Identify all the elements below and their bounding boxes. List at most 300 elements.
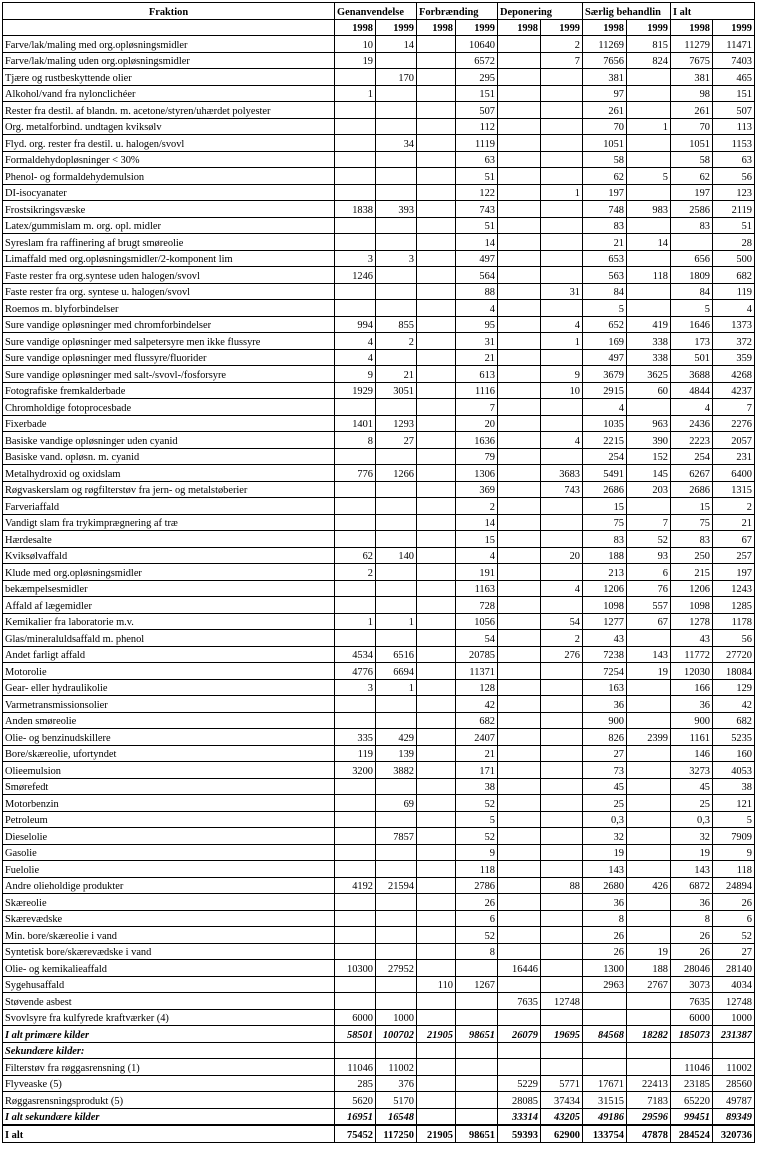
table-row bbox=[3, 828, 755, 845]
row-label: Syntetisk bore/skærevædske i vand bbox=[3, 943, 335, 960]
table-cell: 1266 bbox=[376, 465, 417, 482]
table-cell: 19 bbox=[671, 844, 713, 861]
table-cell: 191 bbox=[456, 564, 498, 581]
table-cell: 1098 bbox=[671, 597, 713, 614]
table-cell bbox=[417, 696, 456, 713]
table-cell bbox=[417, 877, 456, 894]
table-cell: 7635 bbox=[671, 993, 713, 1010]
table-cell: 11002 bbox=[376, 1059, 417, 1076]
table-cell bbox=[335, 861, 376, 878]
table-cell: 31 bbox=[456, 333, 498, 350]
table-cell bbox=[498, 201, 541, 218]
table-row bbox=[3, 168, 755, 185]
table-cell: 75452 bbox=[335, 1125, 376, 1142]
row-label: Sure vandige opløsninger med flussyre/fluorider bbox=[3, 349, 335, 366]
table-cell: 776 bbox=[335, 465, 376, 482]
row-label: Tjære og rustbeskyttende olier bbox=[3, 69, 335, 86]
year-header-blank bbox=[3, 19, 335, 36]
table-cell: 18084 bbox=[713, 663, 755, 680]
table-cell: 295 bbox=[456, 69, 498, 86]
row-label: Bore/skæreolie, ufortyndet bbox=[3, 745, 335, 762]
table-cell: 2680 bbox=[583, 877, 627, 894]
table-cell bbox=[376, 531, 417, 548]
table-cell bbox=[417, 580, 456, 597]
table-cell: 185073 bbox=[671, 1026, 713, 1043]
table-cell: 21 bbox=[376, 366, 417, 383]
row-label: I alt bbox=[3, 1125, 335, 1142]
table-cell bbox=[498, 184, 541, 201]
table-cell bbox=[498, 696, 541, 713]
table-cell bbox=[376, 85, 417, 102]
table-row bbox=[3, 894, 755, 911]
table-row bbox=[3, 646, 755, 663]
table-cell: 75 bbox=[583, 514, 627, 531]
table-cell bbox=[627, 828, 671, 845]
table-row bbox=[3, 118, 755, 135]
table-cell bbox=[335, 69, 376, 86]
table-cell: 197 bbox=[671, 184, 713, 201]
table-row bbox=[3, 679, 755, 696]
row-label: Kemikalier fra laboratorie m.v. bbox=[3, 613, 335, 630]
table-cell bbox=[417, 663, 456, 680]
table-cell bbox=[541, 1059, 583, 1076]
row-label: Vandigt slam fra trykimprægnering af træ bbox=[3, 514, 335, 531]
table-cell: 129 bbox=[713, 679, 755, 696]
table-cell bbox=[417, 349, 456, 366]
row-label: Olie- og benzinudskillere bbox=[3, 729, 335, 746]
table-cell: 37434 bbox=[541, 1092, 583, 1109]
table-cell: 31 bbox=[541, 283, 583, 300]
table-cell bbox=[335, 217, 376, 234]
table-cell: 2 bbox=[541, 630, 583, 647]
table-cell bbox=[498, 1059, 541, 1076]
table-cell bbox=[335, 514, 376, 531]
table-cell bbox=[456, 1092, 498, 1109]
table-row bbox=[3, 712, 755, 729]
table-cell bbox=[417, 234, 456, 251]
table-cell: 7183 bbox=[627, 1092, 671, 1109]
table-row bbox=[3, 663, 755, 680]
table-cell: 84 bbox=[671, 283, 713, 300]
table-cell bbox=[417, 184, 456, 201]
table-cell bbox=[335, 976, 376, 993]
table-cell bbox=[498, 580, 541, 597]
table-cell bbox=[417, 151, 456, 168]
table-cell bbox=[498, 531, 541, 548]
table-cell: 2963 bbox=[583, 976, 627, 993]
table-cell: 21905 bbox=[417, 1026, 456, 1043]
table-cell: 38 bbox=[456, 778, 498, 795]
table-cell: 564 bbox=[456, 267, 498, 284]
table-cell: 1035 bbox=[583, 415, 627, 432]
table-cell bbox=[498, 465, 541, 482]
table-cell: 1277 bbox=[583, 613, 627, 630]
waste-fraction-table bbox=[2, 2, 755, 1143]
table-cell bbox=[417, 382, 456, 399]
table-cell bbox=[541, 729, 583, 746]
table-cell: 43 bbox=[583, 630, 627, 647]
table-cell: 6 bbox=[713, 910, 755, 927]
table-cell: 8 bbox=[583, 910, 627, 927]
table-cell bbox=[417, 943, 456, 960]
table-row bbox=[3, 366, 755, 383]
table-cell: 36 bbox=[583, 696, 627, 713]
table-cell: 4 bbox=[713, 300, 755, 317]
row-label: Petroleum bbox=[3, 811, 335, 828]
table-cell: 83 bbox=[583, 217, 627, 234]
table-cell: 7857 bbox=[376, 828, 417, 845]
table-cell bbox=[498, 300, 541, 317]
table-cell bbox=[627, 778, 671, 795]
table-cell bbox=[417, 531, 456, 548]
table-cell bbox=[627, 300, 671, 317]
table-cell: 29596 bbox=[627, 1108, 671, 1125]
table-row bbox=[3, 1026, 755, 1043]
table-cell: 14 bbox=[376, 36, 417, 53]
table-cell bbox=[417, 267, 456, 284]
table-cell bbox=[376, 52, 417, 69]
table-cell: 613 bbox=[456, 366, 498, 383]
table-cell bbox=[376, 481, 417, 498]
table-cell bbox=[335, 828, 376, 845]
row-label: I alt primære kilder bbox=[3, 1026, 335, 1043]
table-cell: 7254 bbox=[583, 663, 627, 680]
table-cell: 23185 bbox=[671, 1075, 713, 1092]
table-cell: 197 bbox=[713, 564, 755, 581]
table-cell bbox=[627, 1059, 671, 1076]
row-label: Klude med org.opløsningsmidler bbox=[3, 564, 335, 581]
table-cell bbox=[376, 399, 417, 416]
table-cell: 15 bbox=[583, 498, 627, 515]
year-header: 1999 bbox=[627, 19, 671, 36]
row-label: Frostsikringsvæske bbox=[3, 201, 335, 218]
table-cell bbox=[713, 1042, 755, 1059]
table-cell bbox=[498, 514, 541, 531]
table-cell bbox=[376, 448, 417, 465]
table-cell: 28140 bbox=[713, 960, 755, 977]
table-row bbox=[3, 844, 755, 861]
table-cell bbox=[417, 250, 456, 267]
table-cell bbox=[498, 448, 541, 465]
table-cell: 465 bbox=[713, 69, 755, 86]
table-cell: 113 bbox=[713, 118, 755, 135]
table-cell bbox=[417, 283, 456, 300]
table-cell: 11371 bbox=[456, 663, 498, 680]
table-cell: 43205 bbox=[541, 1108, 583, 1125]
table-cell: 1 bbox=[541, 333, 583, 350]
table-cell: 11046 bbox=[335, 1059, 376, 1076]
table-cell: 4534 bbox=[335, 646, 376, 663]
table-cell: 56 bbox=[713, 630, 755, 647]
table-cell: 0,3 bbox=[671, 811, 713, 828]
table-row bbox=[3, 1125, 755, 1142]
table-cell: 1056 bbox=[456, 613, 498, 630]
table-cell: 2 bbox=[456, 498, 498, 515]
table-cell bbox=[498, 679, 541, 696]
table-cell bbox=[417, 366, 456, 383]
table-cell: 7635 bbox=[498, 993, 541, 1010]
table-cell: 1161 bbox=[671, 729, 713, 746]
table-cell: 1 bbox=[335, 85, 376, 102]
table-cell: 8 bbox=[456, 943, 498, 960]
table-row bbox=[3, 1042, 755, 1059]
table-cell: 4268 bbox=[713, 366, 755, 383]
table-cell: 169 bbox=[583, 333, 627, 350]
row-label: Faste rester fra org. syntese u. halogen/svovl bbox=[3, 283, 335, 300]
table-cell bbox=[627, 696, 671, 713]
table-cell bbox=[627, 712, 671, 729]
table-cell: 52 bbox=[456, 795, 498, 812]
table-cell: 963 bbox=[627, 415, 671, 432]
table-cell bbox=[335, 531, 376, 548]
table-cell bbox=[417, 333, 456, 350]
table-cell: 36 bbox=[671, 696, 713, 713]
table-cell: 1 bbox=[627, 118, 671, 135]
table-cell: 4776 bbox=[335, 663, 376, 680]
table-cell bbox=[335, 910, 376, 927]
table-cell bbox=[417, 448, 456, 465]
table-cell bbox=[417, 300, 456, 317]
table-cell: 2786 bbox=[456, 877, 498, 894]
year-header: 1999 bbox=[456, 19, 498, 36]
table-cell bbox=[335, 118, 376, 135]
row-label: Dieselolie bbox=[3, 828, 335, 845]
table-row bbox=[3, 283, 755, 300]
table-cell: 507 bbox=[456, 102, 498, 119]
table-cell bbox=[541, 745, 583, 762]
table-cell bbox=[541, 168, 583, 185]
table-cell: 213 bbox=[583, 564, 627, 581]
table-cell: 51 bbox=[456, 168, 498, 185]
table-cell bbox=[335, 811, 376, 828]
table-cell bbox=[498, 844, 541, 861]
row-label: Rester fra destil. af blandn. m. acetone/styren/uhærdet polyester bbox=[3, 102, 335, 119]
table-cell: 21905 bbox=[417, 1125, 456, 1142]
row-label: Motorbenzin bbox=[3, 795, 335, 812]
table-cell bbox=[335, 151, 376, 168]
table-cell bbox=[417, 778, 456, 795]
table-cell: 1300 bbox=[583, 960, 627, 977]
table-cell bbox=[498, 910, 541, 927]
table-cell: 93 bbox=[627, 547, 671, 564]
row-label: Chromholdige fotoprocesbade bbox=[3, 399, 335, 416]
table-cell bbox=[376, 712, 417, 729]
table-cell bbox=[498, 481, 541, 498]
table-cell: 5170 bbox=[376, 1092, 417, 1109]
table-cell: 4 bbox=[541, 580, 583, 597]
table-cell: 33314 bbox=[498, 1108, 541, 1125]
table-cell: 11279 bbox=[671, 36, 713, 53]
row-label: Min. bore/skæreolie i vand bbox=[3, 927, 335, 944]
table-row bbox=[3, 976, 755, 993]
table-cell bbox=[376, 283, 417, 300]
table-row bbox=[3, 613, 755, 630]
table-cell: 2215 bbox=[583, 432, 627, 449]
table-cell: 15 bbox=[456, 531, 498, 548]
row-label: Alkohol/vand fra nylonclichéer bbox=[3, 85, 335, 102]
fraction-column-header: Fraktion bbox=[3, 3, 335, 20]
table-cell bbox=[627, 217, 671, 234]
table-cell: 6000 bbox=[671, 1009, 713, 1026]
table-cell: 3273 bbox=[671, 762, 713, 779]
table-cell: 52 bbox=[456, 927, 498, 944]
table-cell bbox=[671, 234, 713, 251]
table-cell bbox=[627, 630, 671, 647]
table-cell: 62 bbox=[583, 168, 627, 185]
table-cell bbox=[498, 366, 541, 383]
table-cell bbox=[541, 960, 583, 977]
table-cell: 4 bbox=[456, 547, 498, 564]
table-cell: 73 bbox=[583, 762, 627, 779]
table-cell bbox=[541, 828, 583, 845]
table-cell: 276 bbox=[541, 646, 583, 663]
table-cell bbox=[376, 514, 417, 531]
table-cell: 84568 bbox=[583, 1026, 627, 1043]
table-cell bbox=[627, 910, 671, 927]
table-cell bbox=[376, 300, 417, 317]
table-cell: 62 bbox=[671, 168, 713, 185]
table-cell: 6000 bbox=[335, 1009, 376, 1026]
table-cell: 123 bbox=[713, 184, 755, 201]
table-cell: 121 bbox=[713, 795, 755, 812]
table-cell: 2223 bbox=[671, 432, 713, 449]
table-cell: 2 bbox=[713, 498, 755, 515]
row-label: Motorolie bbox=[3, 663, 335, 680]
table-cell: 95 bbox=[456, 316, 498, 333]
table-cell: 98651 bbox=[456, 1125, 498, 1142]
table-cell: 49186 bbox=[583, 1108, 627, 1125]
group-header-total: I alt bbox=[671, 3, 755, 20]
table-cell bbox=[627, 283, 671, 300]
table-cell: 3679 bbox=[583, 366, 627, 383]
table-cell: 63 bbox=[713, 151, 755, 168]
table-cell: 67 bbox=[713, 531, 755, 548]
table-cell: 28046 bbox=[671, 960, 713, 977]
group-header-recycling: Genanvendelse bbox=[335, 3, 417, 20]
table-cell bbox=[627, 861, 671, 878]
table-cell bbox=[541, 415, 583, 432]
table-cell bbox=[417, 630, 456, 647]
table-cell bbox=[335, 168, 376, 185]
table-cell: 728 bbox=[456, 597, 498, 614]
table-cell bbox=[376, 102, 417, 119]
table-cell: 2399 bbox=[627, 729, 671, 746]
table-cell: 7 bbox=[713, 399, 755, 416]
row-label: Filterstøv fra røggasrensning (1) bbox=[3, 1059, 335, 1076]
table-cell bbox=[417, 316, 456, 333]
table-cell bbox=[417, 52, 456, 69]
table-cell: 62900 bbox=[541, 1125, 583, 1142]
table-row bbox=[3, 993, 755, 1010]
row-label: Røgvaskerslam og røgfilterstøv fra jern- og metalstøberier bbox=[3, 481, 335, 498]
table-cell: 338 bbox=[627, 333, 671, 350]
table-cell: 2686 bbox=[583, 481, 627, 498]
table-cell: 27952 bbox=[376, 960, 417, 977]
table-cell bbox=[417, 597, 456, 614]
table-cell: 151 bbox=[713, 85, 755, 102]
table-cell: 369 bbox=[456, 481, 498, 498]
table-cell: 372 bbox=[713, 333, 755, 350]
row-label: Formaldehydopløsninger < 30% bbox=[3, 151, 335, 168]
table-cell: 28 bbox=[713, 234, 755, 251]
table-cell: 88 bbox=[541, 877, 583, 894]
table-cell bbox=[335, 300, 376, 317]
table-cell bbox=[417, 217, 456, 234]
table-cell bbox=[541, 861, 583, 878]
row-label: Org. metalforbind. undtagen kviksølv bbox=[3, 118, 335, 135]
table-cell bbox=[417, 168, 456, 185]
table-cell: 11046 bbox=[671, 1059, 713, 1076]
table-cell: 3 bbox=[335, 679, 376, 696]
table-cell: 118 bbox=[713, 861, 755, 878]
row-label: Hærdesalte bbox=[3, 531, 335, 548]
table-cell: 254 bbox=[583, 448, 627, 465]
table-cell bbox=[376, 267, 417, 284]
table-cell: 11002 bbox=[713, 1059, 755, 1076]
table-cell bbox=[541, 976, 583, 993]
table-cell bbox=[335, 795, 376, 812]
table-cell bbox=[541, 234, 583, 251]
table-row bbox=[3, 514, 755, 531]
table-cell: 3688 bbox=[671, 366, 713, 383]
table-cell bbox=[376, 927, 417, 944]
table-cell bbox=[417, 118, 456, 135]
table-cell: 1267 bbox=[456, 976, 498, 993]
row-label: Flyd. org. rester fra destil. u. halogen/svovl bbox=[3, 135, 335, 152]
table-cell: 58 bbox=[583, 151, 627, 168]
table-cell: 140 bbox=[376, 547, 417, 564]
table-cell bbox=[417, 85, 456, 102]
table-cell bbox=[376, 910, 417, 927]
table-row bbox=[3, 267, 755, 284]
table-row bbox=[3, 762, 755, 779]
row-label: Andet farligt affald bbox=[3, 646, 335, 663]
table-cell bbox=[671, 1042, 713, 1059]
table-cell: 4 bbox=[671, 399, 713, 416]
table-cell: 6872 bbox=[671, 877, 713, 894]
table-cell: 59393 bbox=[498, 1125, 541, 1142]
table-cell: 1 bbox=[376, 613, 417, 630]
table-cell: 75 bbox=[671, 514, 713, 531]
table-cell bbox=[456, 993, 498, 1010]
table-cell bbox=[627, 894, 671, 911]
table-cell bbox=[417, 498, 456, 515]
table-cell bbox=[498, 778, 541, 795]
table-cell: 3683 bbox=[541, 465, 583, 482]
table-cell: 7 bbox=[627, 514, 671, 531]
table-cell: 3073 bbox=[671, 976, 713, 993]
table-cell: 45 bbox=[583, 778, 627, 795]
table-cell: 83 bbox=[671, 531, 713, 548]
table-cell bbox=[627, 745, 671, 762]
table-cell: 119 bbox=[335, 745, 376, 762]
table-cell: 97 bbox=[583, 85, 627, 102]
table-cell bbox=[417, 910, 456, 927]
table-cell: 1246 bbox=[335, 267, 376, 284]
table-cell: 1000 bbox=[713, 1009, 755, 1026]
table-row bbox=[3, 465, 755, 482]
table-cell: 12748 bbox=[713, 993, 755, 1010]
group-header-incineration: Forbrænding bbox=[417, 3, 498, 20]
table-row bbox=[3, 448, 755, 465]
table-cell bbox=[541, 696, 583, 713]
table-cell bbox=[376, 184, 417, 201]
table-cell: 4 bbox=[335, 349, 376, 366]
table-row bbox=[3, 217, 755, 234]
table-cell: 5620 bbox=[335, 1092, 376, 1109]
table-cell bbox=[541, 300, 583, 317]
table-cell: 7 bbox=[541, 52, 583, 69]
